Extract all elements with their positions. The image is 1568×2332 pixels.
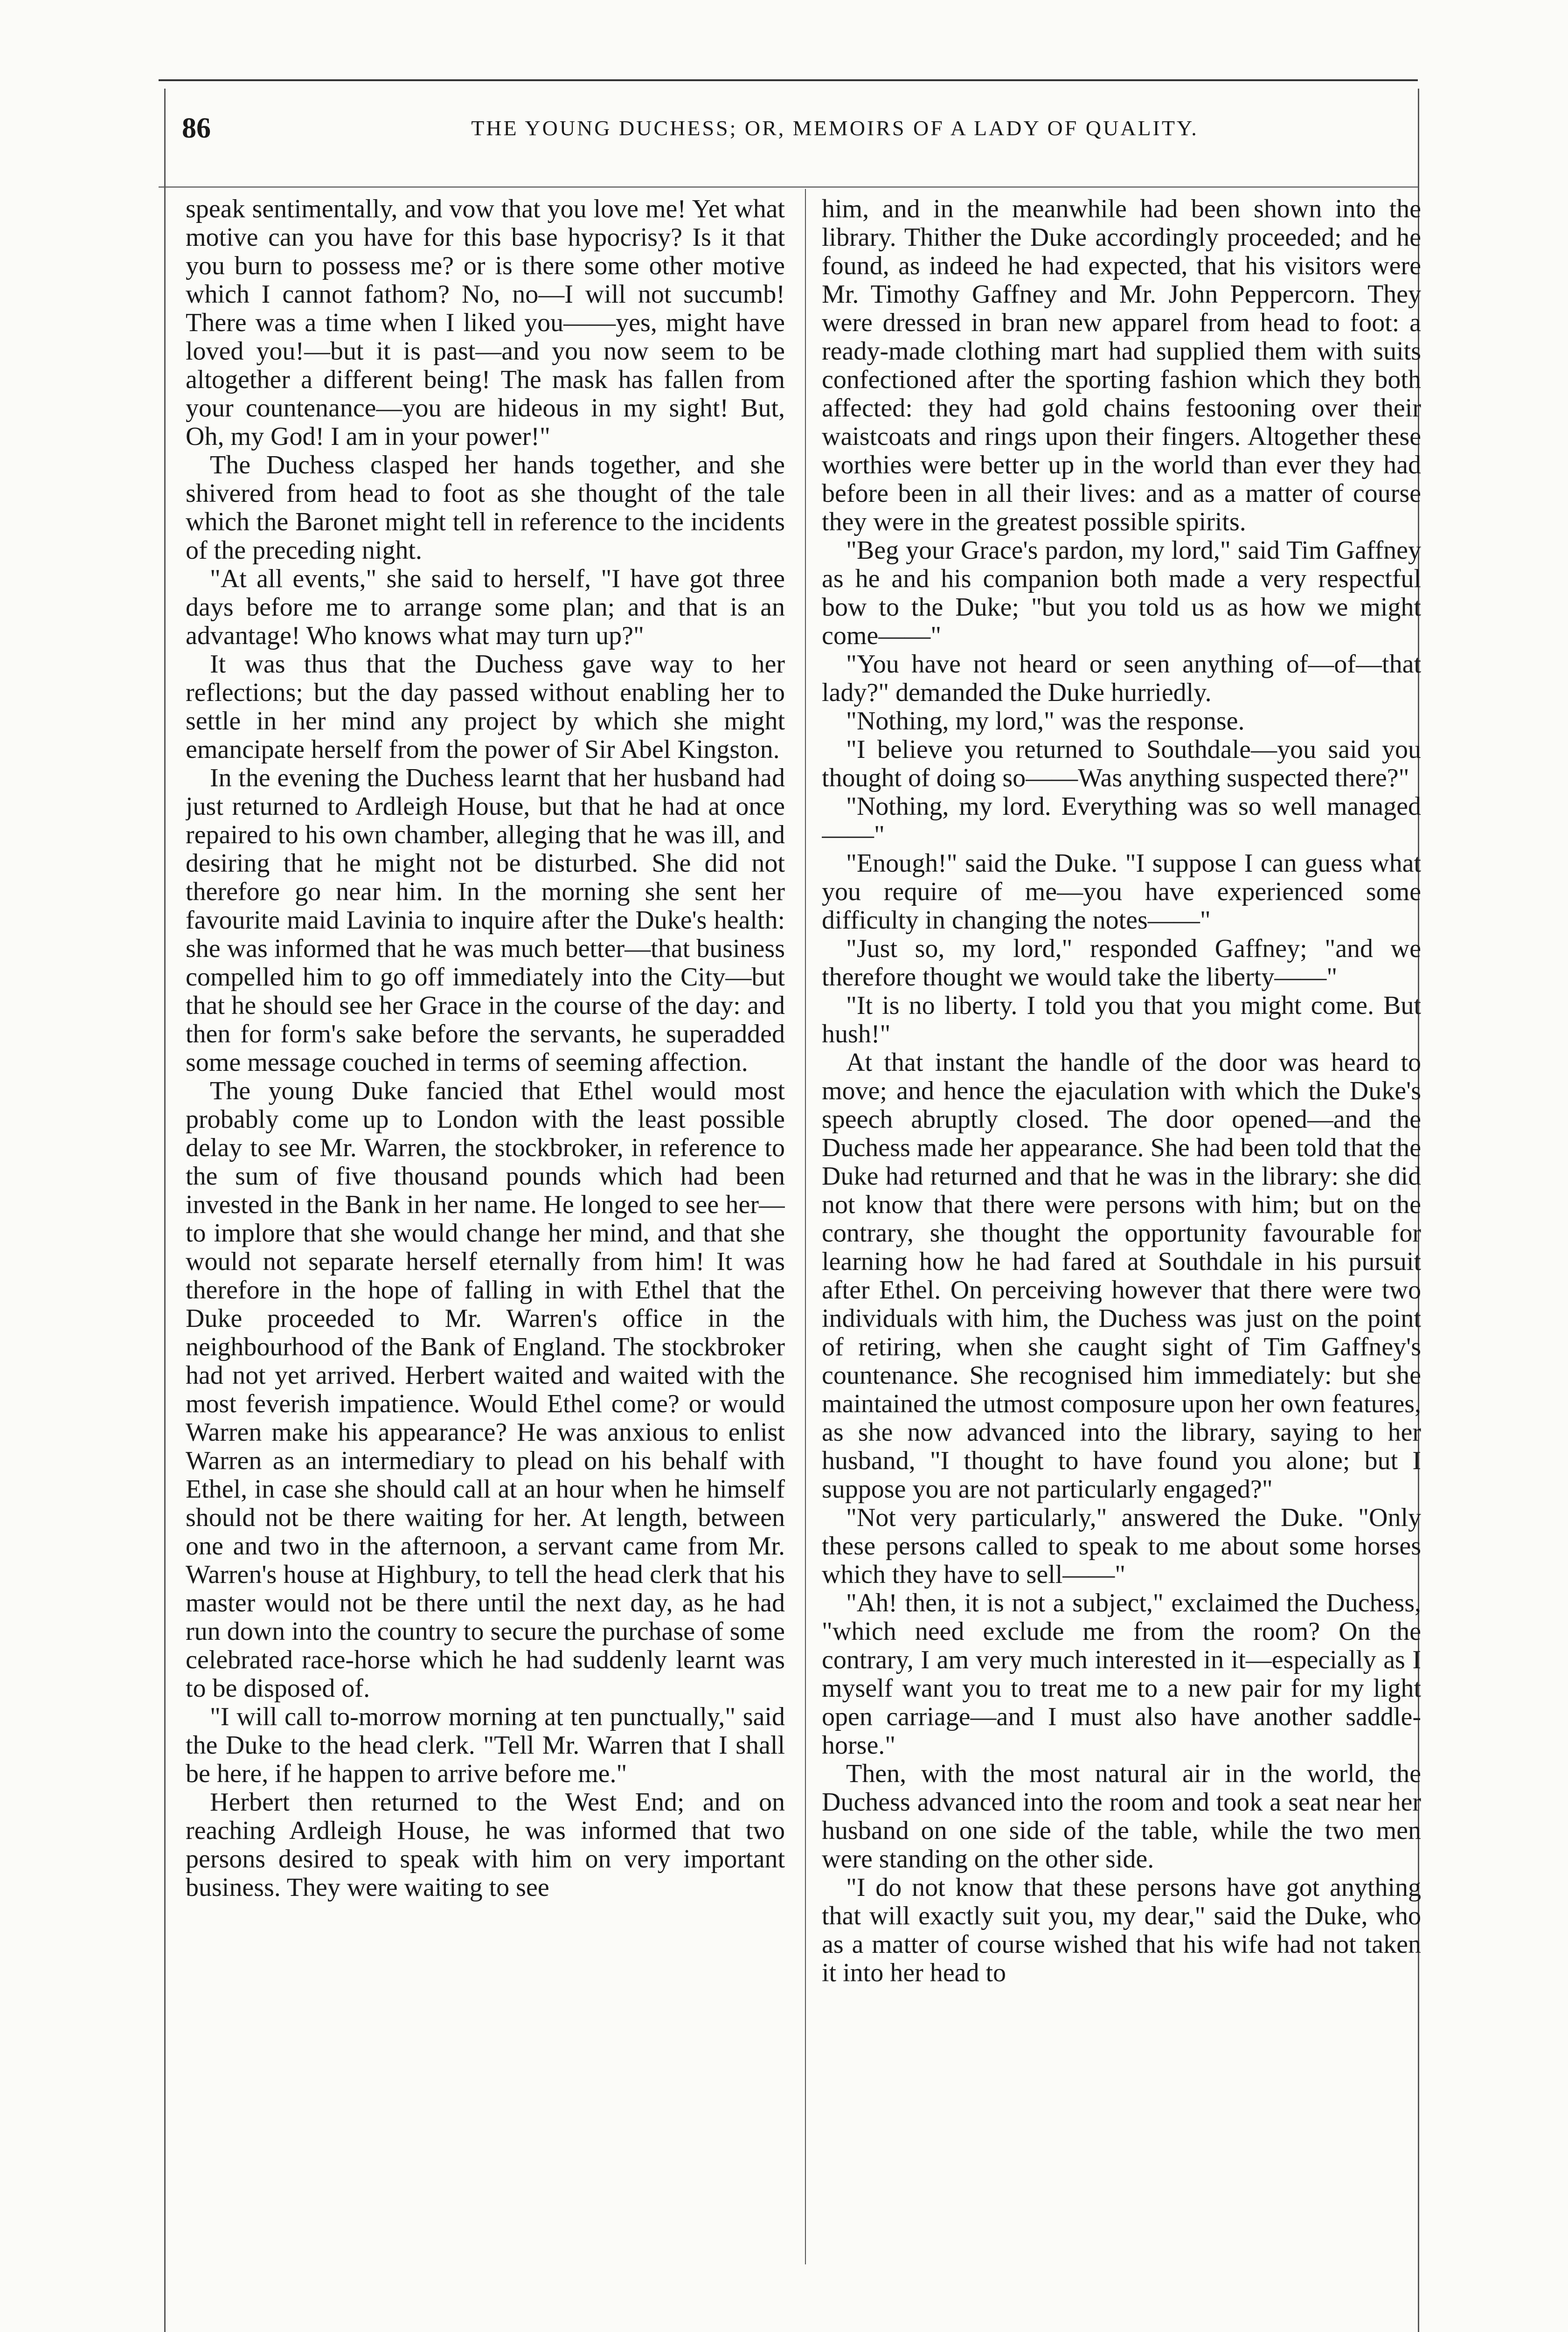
paragraph: The Duchess clasped her hands together, and she shivered from head to foot as she thought of the tale which the Baronet might tell in reference to the incidents of the preceding night. [186, 451, 785, 565]
top-rule [159, 79, 1418, 81]
paragraph: "Enough!" said the Duke. "I suppose I can guess what you require of me—you have experienced some difficulty in changing the notes——" [822, 849, 1421, 935]
paragraph: "I believe you returned to Southdale—you said you thought of doing so——Was anything suspected there?" [822, 735, 1421, 792]
left-border [164, 89, 166, 2332]
paragraph: "I do not know that these persons have got anything that will exactly suit you, my dear," said the Duke, who as a matter of course wished that his wife had not taken it into her head to [822, 1873, 1421, 1987]
paragraph: "Ah! then, it is not a subject," exclaimed the Duchess, "which need exclude me from the room? On the contrary, I am very much interested in it—especially as I myself want you to treat me to a new pair for my light open carriage—and I must also have another saddle-horse." [822, 1589, 1421, 1760]
paragraph: "Beg your Grace's pardon, my lord," said Tim Gaffney as he and his companion both made a very respectful bow to the Duke; "but you told us as how we might come——" [822, 536, 1421, 650]
column-divider [805, 189, 806, 2264]
paragraph: him, and in the meanwhile had been shown into the library. Thither the Duke accordingly proceeded; and he found, as indeed he had expected, that his visitors were Mr. Timothy Gaffney and Mr. John Peppercorn. They were dressed in bran new apparel from head to foot: a ready-made clothing mart had supplied them with suits confectioned after the sporting fashion which they both affected: they had gold chains festooning over their waistcoats and rings upon their fingers. Altogether these worthies were better up in the world than ever they had before been in all their lives: and as a matter of course they were in the greatest possible spirits. [822, 195, 1421, 536]
paragraph: speak sentimentally, and vow that you love me! Yet what motive can you have for this base hypocrisy? Is it that you burn to possess me? or is there some other motive which I cannot fathom? No, no—I will not succumb! There was a time when I liked you——yes, might have loved you!—but it is past—and you now seem to be altogether a different being! The mask has fallen from your countenance—you are hideous in my sight! But, Oh, my God! I am in your power!" [186, 195, 785, 451]
paragraph: "At all events," she said to herself, "I have got three days before me to arrange some plan; and that is an advantage! Who knows what may turn up?" [186, 564, 785, 650]
right-column [822, 195, 1421, 2266]
paragraph: The young Duke fancied that Ethel would most probably come up to London with the least possible delay to see Mr. Warren, the stockbroker, in reference to the sum of five thousand pounds which had been invested in the Bank in her name. He longed to see her—to implore that she would change her mind, and that she would not separate herself eternally from him! It was therefore in the hope of falling in with Ethel that the Duke proceeded to Mr. Warren's office in the neighbourhood of the Bank of England. The stockbroker had not yet arrived. Herbert waited and waited with the most feverish impatience. Would Ethel come? or would Warren make his appearance? He was anxious to enlist Warren as an intermediary to plead on his behalf with Ethel, in case she should call at an hour when he himself should not be there waiting for her. At length, between one and two in the afternoon, a servant came from Mr. Warren's house at Highbury, to tell the head clerk that his master would not be there until the next day, as he had run down into the country to secure the purchase of some celebrated race-horse which he had suddenly learnt was to be disposed of. [186, 1076, 785, 1703]
left-column [186, 195, 785, 2266]
paragraph: "Nothing, my lord," was the response. [846, 707, 1245, 736]
paragraph: "I will call to-morrow morning at ten punctually," said the Duke to the head clerk. "Tell Mr. Warren that I shall be here, if he happen to arrive before me." [186, 1702, 785, 1788]
paragraph: "You have not heard or seen anything of—of—that lady?" demanded the Duke hurriedly. [822, 650, 1421, 707]
page-number: 86 [182, 112, 211, 144]
paragraph: In the evening the Duchess learnt that her husband had just returned to Ardleigh House, but that he had at once repaired to his own chamber, alleging that he was ill, and desiring that he might not be disturbed. She did not therefore go near him. In the morning she sent her favourite maid Lavinia to inquire after the Duke's health: she was informed that he was much better—that business compelled him to go off immediately into the City—but that he should see her Grace in the course of the day: and then for form's sake before the servants, he superadded some message couched in terms of seeming affection. [186, 763, 785, 1077]
paragraph: "It is no liberty. I told you that you might come. But hush!" [822, 991, 1421, 1048]
page-header [182, 107, 1418, 163]
paragraph: "Not very particularly," answered the Duke. "Only these persons called to speak to me about some horses which they have to sell——" [822, 1503, 1421, 1589]
paragraph: Then, with the most natural air in the world, the Duchess advanced into the room and took a seat near her husband on one side of the table, while the two men were standing on the other side. [822, 1759, 1421, 1874]
paragraph: "Just so, my lord," responded Gaffney; "and we therefore thought we would take the liberty——" [822, 934, 1421, 992]
running-title: THE YOUNG DUCHESS; OR, MEMOIRS OF A LADY OF QUALITY. [471, 116, 1199, 140]
paragraph: At that instant the handle of the door was heard to move; and hence the ejaculation with which the Duke's speech abruptly closed. The door opened—and the Duchess made her appearance. She had been told that the Duke had returned and that he was in the library: she did not know that there were persons with him; but on the contrary, she thought the opportunity favourable for learning how he had fared at Southdale in his pursuit after Ethel. On perceiving however that there were two individuals with him, the Duchess was just on the point of retiring, when she caught sight of Tim Gaffney's countenance. She recognised him immediately: but she maintained the utmost composure upon her own features, as she now advanced into the library, saying to her husband, "I thought to have found you alone; but I suppose you are not particularly engaged?" [822, 1048, 1421, 1504]
paragraph: "Nothing, my lord. Everything was so well managed——" [822, 792, 1421, 849]
paragraph: Herbert then returned to the West End; and on reaching Ardleigh House, he was informed that two persons desired to speak with him on very important business. They were waiting to see [186, 1788, 785, 1902]
paragraph: It was thus that the Duchess gave way to her reflections; but the day passed without enabling her to settle in her mind any project by which she might emancipate herself from the power of Sir Abel Kingston. [186, 650, 785, 764]
